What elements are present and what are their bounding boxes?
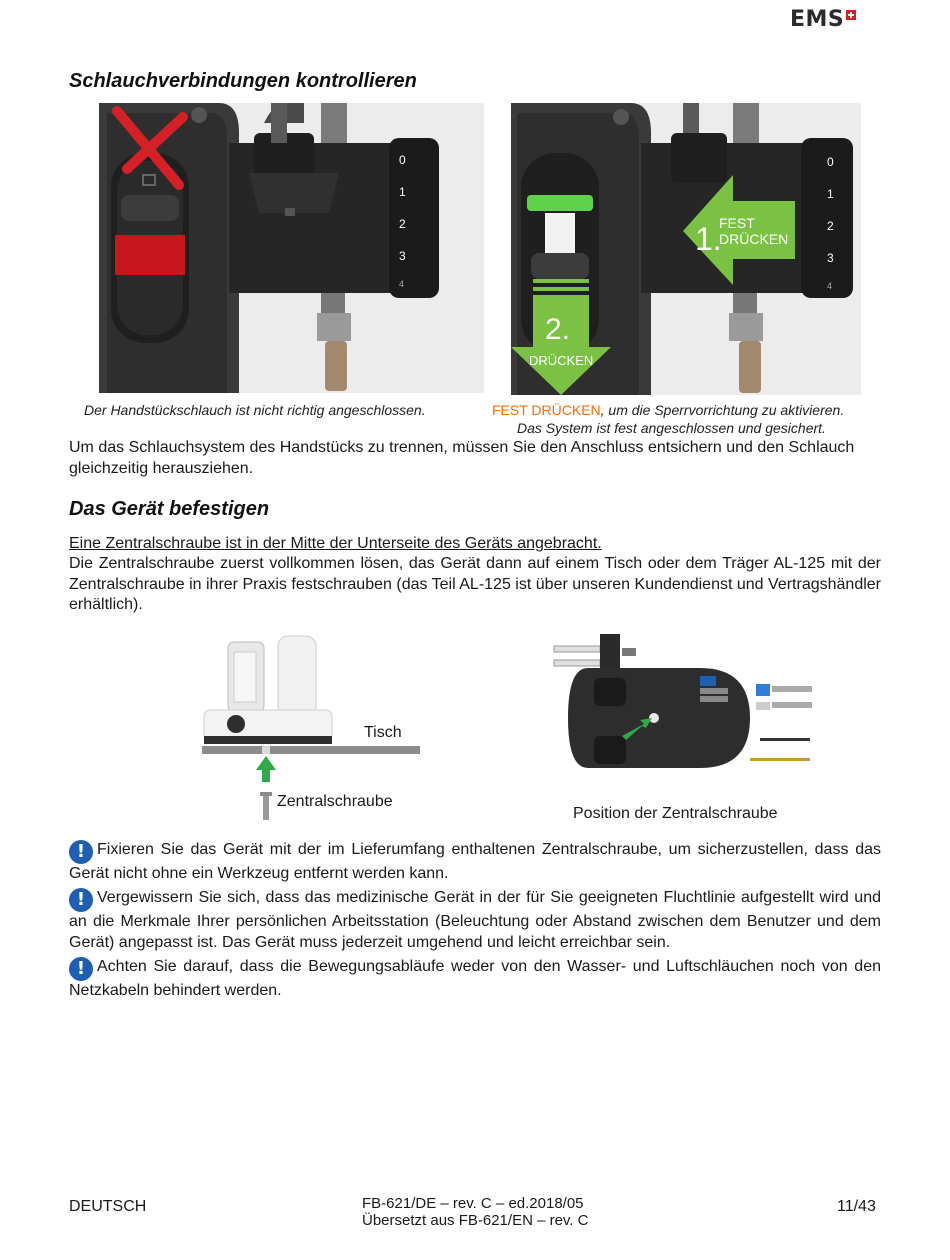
section-title-hose-check: Schlauchverbindungen kontrollieren xyxy=(69,70,417,92)
scale-mark: 4 xyxy=(827,281,833,291)
paragraph-disconnect: Um das Schlauchsystem des Handstücks zu trennen, müssen Sie den Anschluss entsichern und den Schlauch gleichzeitig herausziehen. xyxy=(69,439,855,477)
paragraph-central-screw-location: Eine Zentralschraube ist in der Mitte der Unterseite des Geräts angebracht. xyxy=(69,535,602,552)
step2-number: 2. xyxy=(545,313,571,346)
note-text: Vergewissern Sie sich, dass das medizinische Gerät in der für Sie geeigneten Fluchtlinie aufgestellt wird und an die Merkmale Ihrer persönlichen Arbeitsstation (Beleuchtung oder Abstand zwischen dem Benutzer und dem Gerät) angepasst ist. Das Gerät muss jederzeit umgehend und leicht erreichbar sein. xyxy=(69,889,881,951)
caption-highlight: FEST DRÜCKEN xyxy=(492,402,601,418)
scale-mark: 4 xyxy=(399,279,405,289)
section-title-mount-device: Das Gerät befestigen xyxy=(69,498,270,520)
label-screw-position: Position der Zentralschraube xyxy=(573,805,778,822)
logo-text: EMS xyxy=(790,7,845,32)
caption-secured: Das System ist fest angeschlossen und gesichert. xyxy=(517,420,826,436)
scale-mark: 1 xyxy=(399,185,406,199)
scale-dial xyxy=(399,153,423,289)
step1-label-line1: FEST xyxy=(719,215,755,231)
note-fix-device xyxy=(69,840,881,885)
scale-mark: 1 xyxy=(827,187,834,201)
footer-page-number: 11/43 xyxy=(837,1198,876,1215)
scale-mark: 0 xyxy=(399,153,406,167)
step1-number: 1. xyxy=(695,221,722,257)
note-alignment xyxy=(69,888,881,953)
figure-device-underside xyxy=(550,628,820,778)
step1-label xyxy=(719,215,788,247)
exclamation-icon: ! xyxy=(69,840,93,864)
ems-logo xyxy=(790,8,856,32)
footer-doc-line2: Übersetzt aus FB-621/EN – rev. C xyxy=(362,1212,589,1229)
scale-mark: 2 xyxy=(399,217,406,231)
footer-document-ref xyxy=(362,1195,602,1229)
note-text: Achten Sie darauf, dass die Bewegungsabläufe weder von den Wasser- und Luftschläuchen noch von den Netzkabeln behindert werden. xyxy=(69,958,881,999)
scale-mark: 2 xyxy=(827,219,834,233)
scale-mark: 3 xyxy=(827,251,834,265)
photo-hose-not-connected xyxy=(99,103,484,393)
note-text: Fixieren Sie das Gerät mit der im Lieferumfang enthaltenen Zentralschraube, um sicherzustellen, dass das Gerät nicht ohne ein Werkzeug entfernt werden kann. xyxy=(69,841,881,882)
photo-hose-locked xyxy=(511,103,861,395)
footer-language: DEUTSCH xyxy=(69,1198,147,1215)
scale-dial xyxy=(827,155,851,291)
label-central-screw: Zentralschraube xyxy=(277,793,393,810)
scale-mark: 3 xyxy=(399,249,406,263)
paragraph-central-screw-instructions: Die Zentralschraube zuerst vollkommen lösen, das Gerät dann auf einem Tisch oder dem Träger AL-125 mit der Zentralschraube in ihrer Praxis festschrauben (das Teil AL-125 ist über unseren Kundendienst und Vertragshändler erhältlich). xyxy=(69,555,881,613)
exclamation-icon: ! xyxy=(69,888,93,912)
step2-label: DRÜCKEN xyxy=(529,353,594,368)
label-table: Tisch xyxy=(364,724,402,741)
swiss-cross-icon xyxy=(846,10,856,20)
caption-not-connected: Der Handstückschlauch ist nicht richtig angeschlossen. xyxy=(84,402,426,418)
caption-press-firmly xyxy=(492,402,844,418)
footer-doc-line1: FB-621/DE – rev. C – ed.2018/05 xyxy=(362,1195,584,1212)
note-hoses-cables xyxy=(69,957,881,1002)
scale-mark: 0 xyxy=(827,155,834,169)
step1-label-line2: DRÜCKEN xyxy=(719,231,789,247)
caption-rest: , um die Sperrvorrichtung zu aktivieren. xyxy=(600,402,845,418)
exclamation-icon: ! xyxy=(69,957,93,981)
